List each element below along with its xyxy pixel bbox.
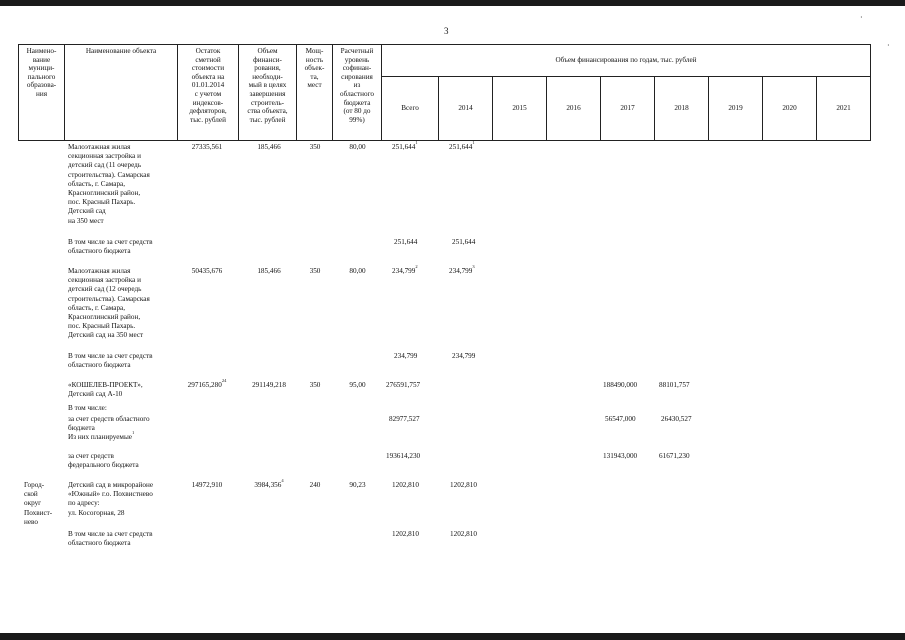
value-2017: 131943,000 [603,452,638,460]
value-2014 [449,264,475,276]
total-value: 276591,757 [386,381,421,389]
total-value [392,140,418,152]
header-cofinancing-level: Расчетный уровень софинан- сирования из областного бюджета (от 80 до 99%) [333,45,382,141]
capacity: 350 [309,381,321,389]
header-financing-by-years: Объем финансирования по годам, тыс. рублей [382,45,871,77]
footnote-mark: 24 [221,378,227,383]
object-name: В том числе за счет средств областного бюджета [68,530,153,548]
header-year-2016: 2016 [547,77,601,141]
object-name: Малоэтажная жилая секционная застройка и детский сад (12 очередь строительства). Самарская область, г. Самара, Красноглинский район, пос. Красный Пахарь. Детский сад на 350 мест [68,267,150,340]
remaining-cost: 27335,561 [191,143,223,151]
total-value: 251,644 [394,238,418,246]
financing-needed-number: 3984,356 [254,481,282,489]
header-year-2020: 2020 [763,77,817,141]
footnote-mark: 1 [415,140,418,145]
value-2014-number: 251,644 [449,143,473,151]
financing-needed [240,478,298,490]
header-year-2017: 2017 [601,77,655,141]
header-remaining-cost: Остаток сметной стоимости объекта на 01.01.2014 с учетом индексов- дефляторов, тыс. рублей [178,45,239,141]
page-number: 3 [444,26,449,36]
value-2017: 56547,000 [605,415,636,423]
remaining-cost [175,378,239,390]
value-2018: 61671,230 [659,452,690,460]
value-2014-number: 234,799 [449,267,473,275]
header-financing-needed: Объем финанси- рования, необходи- мый в целях завершения строитель- ства объекта, тыс. рублей [239,45,297,141]
value-2018: 26430,527 [661,415,692,423]
header-total: Всего [382,77,439,141]
footnote-mark: 3 [472,264,475,269]
capacity: 350 [309,143,321,151]
cofinancing-level: 95,00 [349,381,366,389]
total-value: 1202,810 [392,530,419,538]
object-name [68,415,183,443]
remaining-cost-number: 297165,280 [187,381,222,389]
total-value-number: 234,799 [392,267,416,275]
financing-needed: 185,466 [257,143,281,151]
value-2014: 251,644 [452,238,476,246]
object-name: В том числе за счет средств областного бюджета [68,238,153,256]
header-year-2015: 2015 [493,77,547,141]
footnote-mark: 2 [415,264,418,269]
object-name: Малоэтажная жилая секционная застройка и детский сад (11 очередь строительства). Самарская область, г. Самара, Красноглинский район, пос. Красный Пахарь. Детский сад на 350 мест [68,143,150,225]
remaining-cost: 14972,910 [191,481,223,489]
remaining-cost: 50435,676 [191,267,223,275]
capacity: 350 [309,267,321,275]
total-value-number: 251,644 [392,143,416,151]
total-value: 193614,230 [386,452,421,460]
capacity: 240 [309,481,321,489]
total-value: 234,799 [394,352,418,360]
cofinancing-level: 80,00 [349,267,366,275]
value-2014: 1202,810 [450,530,477,538]
footnote-mark: 4 [281,478,284,483]
value-2014 [449,140,475,152]
header-year-2014: 2014 [439,77,493,141]
total-value: 1202,810 [392,481,419,489]
value-2018: 88101,757 [659,381,690,389]
header-year-2018: 2018 [655,77,709,141]
scan-speck: · [887,41,890,50]
municipality-name: Город- ской округ Похвист- нево [24,481,53,526]
header-year-2021: 2021 [817,77,871,141]
value-2014: 1202,810 [450,481,477,489]
cofinancing-level: 80,00 [349,143,366,151]
total-value [392,264,418,276]
object-name: «КОШЕЛЕВ-ПРОЕКТ», Детский сад А-10 [68,381,143,399]
footnote-mark: 1 [131,430,135,436]
scan-speck: · [860,13,863,22]
financing-needed: 185,466 [257,267,281,275]
object-name: В том числе за счет средств областного бюджета [68,352,153,370]
header-municipality: Наимено- вание муници- пального образова- ния [19,45,65,141]
header-object-name: Наименование объекта [65,45,178,141]
value-2014: 234,799 [452,352,476,360]
header-capacity: Мощ- ность объек- та, мест [297,45,333,141]
object-name: В том числе: [68,404,107,412]
footnote-mark: 1 [472,140,475,145]
cofinancing-level: 90,23 [349,481,366,489]
total-value: 82977,527 [389,415,420,423]
object-name: Детский сад в микрорайоне «Южный» г.о. Похвистнево по адресу: ул. Косогорная, 28 [68,481,154,517]
object-name-text: за счет средств областного бюджета Из них планируемые [68,415,150,442]
financing-needed: 291149,218 [252,381,286,389]
header-year-2019: 2019 [709,77,763,141]
object-name: за счет средств федерального бюджета [68,452,139,470]
value-2017: 188490,000 [603,381,638,389]
